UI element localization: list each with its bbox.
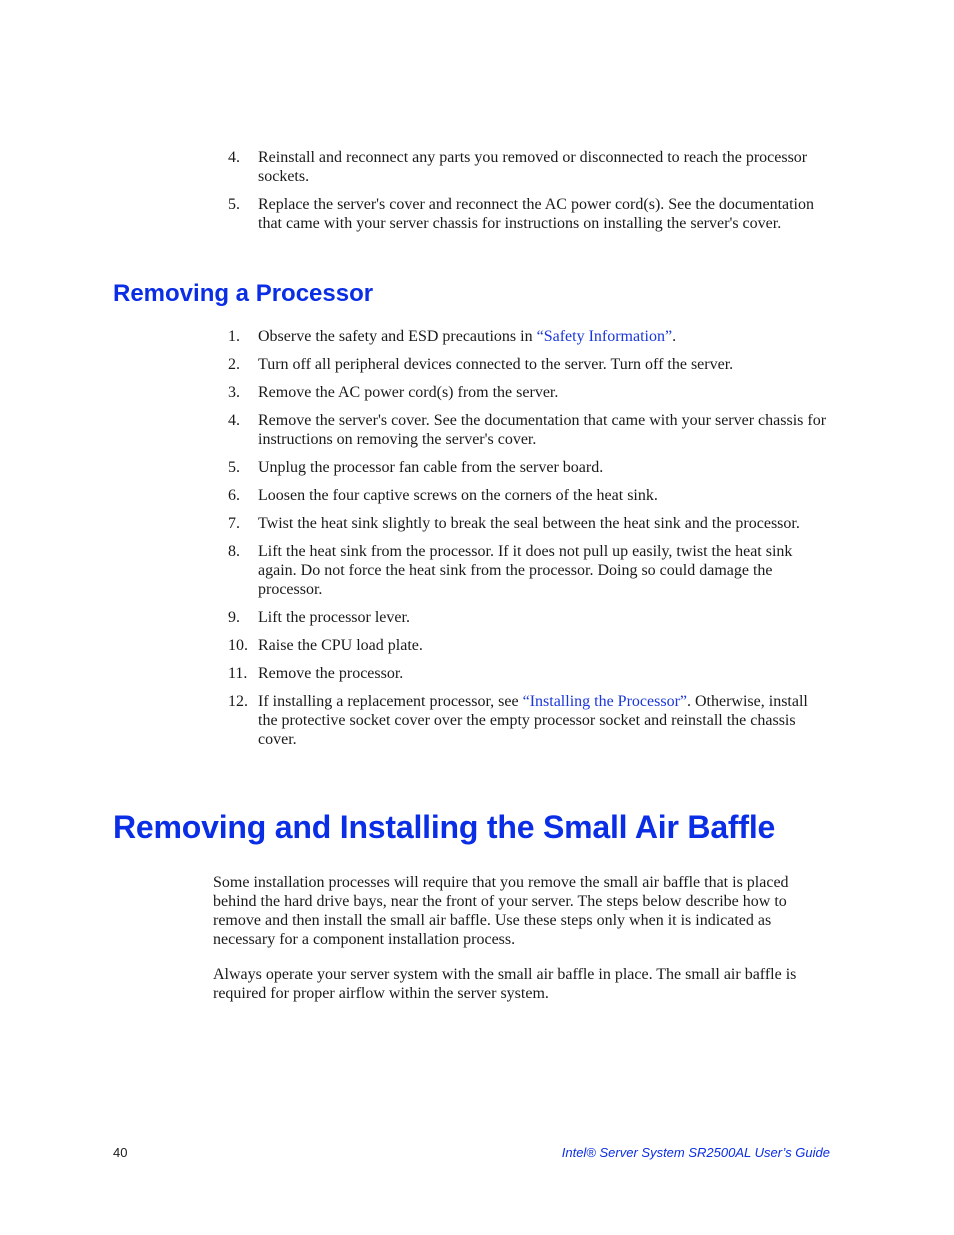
list-item (228, 542, 830, 599)
step-text: Turn off all peripheral devices connected to the server. Turn off the server. (258, 356, 734, 373)
step-number: 4. (228, 149, 240, 166)
step-text-prefix: Observe the safety and ESD precautions in (258, 328, 537, 345)
chapter-heading: Removing and Installing the Small Air Baffle (113, 809, 776, 845)
step-text: Remove the server's cover. See the documentation that came with your server chassis for instructions on removing the server's cover. (258, 412, 827, 448)
step-text-suffix: . Otherwise, install the protective socket cover over the empty processor socket and reinstall the chassis cover. (258, 693, 808, 748)
list-item (228, 458, 830, 477)
list-item (228, 608, 830, 627)
step-number: 5. (228, 459, 240, 476)
body-paragraph: Some installation processes will require that you remove the small air baffle that is placed behind the hard drive bays, near the front of your server. The steps below describe how to remove and then install the small air baffle. Use these steps only when it is indicated as necessary for a component installation process. (213, 874, 789, 948)
step-number: 12. (228, 693, 248, 710)
list-item (228, 411, 830, 449)
continued-step-list (228, 148, 830, 242)
list-item (228, 636, 830, 655)
list-item (228, 355, 830, 374)
step-text-suffix: . (672, 328, 677, 345)
step-text: Lift the processor lever. (258, 609, 410, 626)
step-number: 7. (228, 515, 240, 532)
page-number: 40 (113, 1145, 128, 1160)
step-number: 6. (228, 487, 240, 504)
list-item (228, 148, 830, 186)
list-item (228, 514, 830, 533)
list-item (228, 327, 830, 346)
list-item (228, 383, 830, 402)
step-number: 2. (228, 356, 240, 373)
installing-processor-link[interactable]: “Installing the Processor” (522, 693, 687, 710)
step-number: 9. (228, 609, 240, 626)
step-number: 10. (228, 637, 248, 654)
body-paragraph: Always operate your server system with the small air baffle in place. The small air baffle is required for proper airflow within the server system. (213, 966, 797, 1002)
section-heading: Removing a Processor (113, 280, 374, 307)
removing-processor-step-list (228, 327, 830, 758)
step-number: 11. (228, 665, 248, 682)
step-number: 1. (228, 328, 240, 345)
step-text: Twist the heat sink slightly to break the seal between the heat sink and the processor. (258, 515, 800, 532)
step-text: Unplug the processor fan cable from the server board. (258, 459, 604, 476)
footer-document-title: Intel® Server System SR2500AL User’s Guide (561, 1145, 830, 1160)
list-item (228, 195, 830, 233)
step-text: Replace the server's cover and reconnect the AC power cord(s). See the documentation that came with your server chassis for instructions on installing the server's cover. (258, 196, 814, 232)
step-text: Remove the AC power cord(s) from the server. (258, 384, 559, 401)
step-text: Loosen the four captive screws on the corners of the heat sink. (258, 487, 658, 504)
step-number: 4. (228, 412, 240, 429)
safety-information-link[interactable]: “Safety Information” (536, 328, 673, 345)
list-item (228, 664, 830, 683)
step-number: 8. (228, 543, 240, 560)
list-item (228, 692, 830, 749)
step-text: Remove the processor. (258, 665, 404, 682)
step-text: Lift the heat sink from the processor. If it does not pull up easily, twist the heat sink again. Do not force the heat sink from the processor. Doing so could damage the processor. (258, 543, 793, 598)
step-number: 3. (228, 384, 240, 401)
step-text-prefix: If installing a replacement processor, see (258, 693, 523, 710)
list-item (228, 486, 830, 505)
step-text: Reinstall and reconnect any parts you removed or disconnected to reach the processor sockets. (258, 149, 808, 185)
step-number: 5. (228, 196, 240, 213)
step-text: Raise the CPU load plate. (258, 637, 423, 654)
